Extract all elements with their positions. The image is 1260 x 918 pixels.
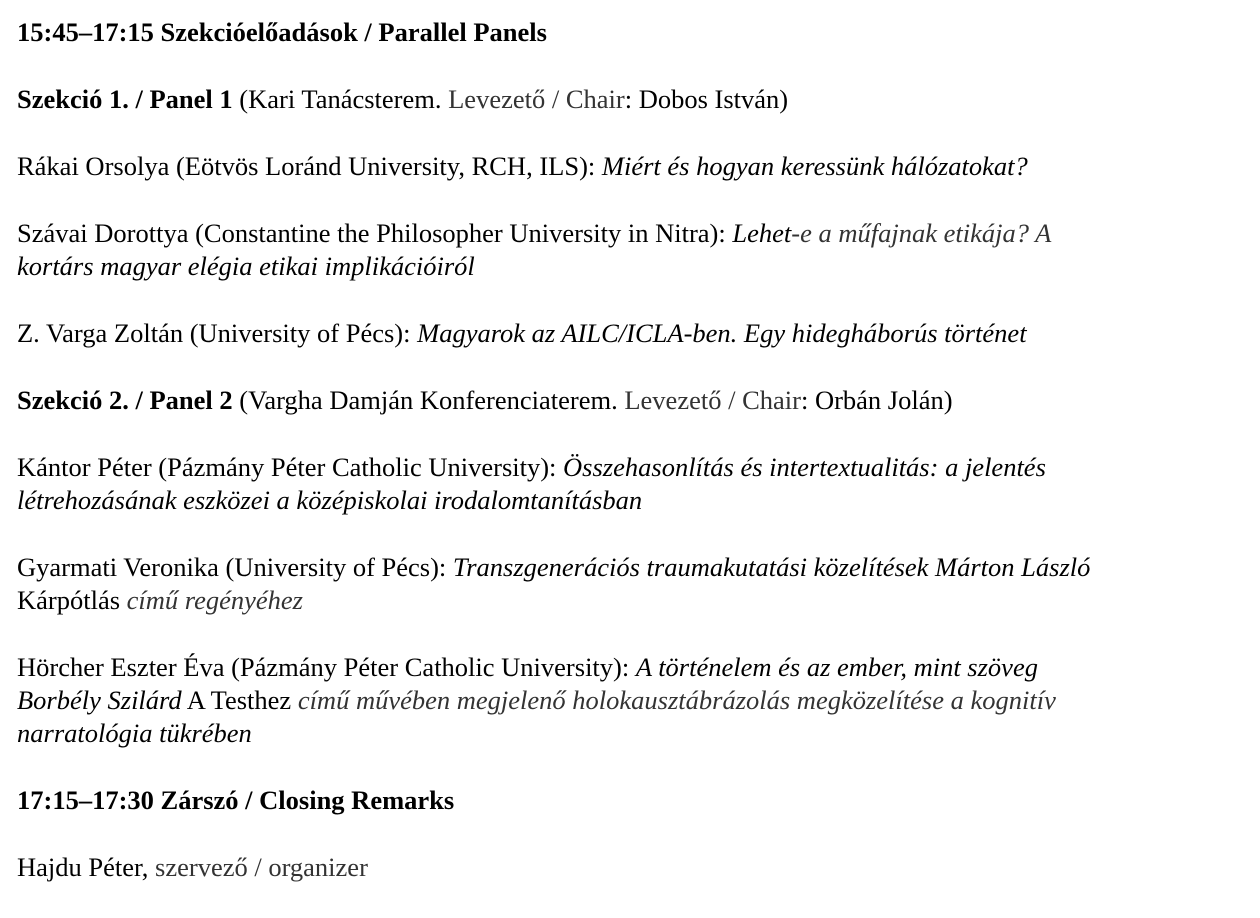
- panel2-chair-name: : Orbán Jolán): [800, 385, 953, 415]
- talk-zvarga: [17, 317, 1237, 350]
- talk-title-part: : a jelentés: [929, 452, 1046, 482]
- panel1-chair-name: : Dobos István): [624, 84, 789, 114]
- organizer-role: szervező / organizer: [148, 852, 368, 882]
- book-title: Kárpótlás: [17, 585, 121, 615]
- talk-kantor: [17, 451, 1237, 517]
- panel1-title: Szekció 1. / Panel 1: [17, 84, 233, 114]
- talk-speaker: Rákai Orsolya (Eötvös Loránd University, RCH, ILS):: [17, 151, 602, 181]
- talk-speaker: Z. Varga Zoltán (University of Pécs):: [17, 318, 418, 348]
- program-page: [17, 16, 1237, 918]
- parallel-panels-heading: 15:45–17:15 Szekcióelőadások / Parallel Panels: [17, 17, 547, 47]
- panel1-room: (Kari Tanácsterem.: [232, 84, 449, 114]
- talk-title-part: Lehet: [732, 218, 792, 248]
- talk-title-part: című művében megjelenő holokausztábrázolás megközelítése a kognitív: [297, 685, 1056, 715]
- panel2-title: Szekció 2. / Panel 2: [17, 385, 233, 415]
- panel2-chair-label: Levezető / Chair: [624, 385, 801, 415]
- talk-title-part: -e a műfajnak etikája? A: [791, 218, 1052, 248]
- talk-title-part: narratológia tükrében: [17, 718, 252, 748]
- closing-heading: 17:15–17:30 Zárszó / Closing Remarks: [17, 785, 455, 815]
- talk-speaker: Hörcher Eszter Éva (Pázmány Péter Catholic University):: [17, 652, 636, 682]
- talk-title-part: létrehozásának eszközei a középiskolai irodalomtanításban: [17, 485, 643, 515]
- talk-speaker: Gyarmati Veronika (University of Pécs):: [17, 552, 453, 582]
- talk-speaker: Szávai Dorottya (Constantine the Philosopher University in Nitra):: [17, 218, 733, 248]
- talk-title-part: című regényéhez: [120, 585, 303, 615]
- book-title: A Testhez: [181, 685, 298, 715]
- organizer-name: Hajdu Péter,: [17, 852, 149, 882]
- talk-gyarmati: [17, 551, 1237, 617]
- closing-organizer: [17, 851, 1237, 884]
- panel1-header: [17, 83, 1237, 116]
- panel1-chair-label: Levezető / Chair: [448, 84, 625, 114]
- author-name: Borbély Szilárd: [17, 685, 182, 715]
- talk-horcher: [17, 651, 1237, 750]
- talk-title-part: kortárs magyar elégia etikai implikációiról: [17, 251, 475, 281]
- talk-title-part: Transzgenerációs traumakutatási közelítések Márton László: [452, 552, 1091, 582]
- talk-title: Magyarok az AILC/ICLA-ben. Egy hidegháborús történet: [417, 318, 1027, 348]
- talk-title-part: Összehasonlítás és intertextualitás: [563, 452, 930, 482]
- panel2-room: (Vargha Damján Konferenciaterem.: [232, 385, 625, 415]
- talk-speaker: Kántor Péter (Pázmány Péter Catholic University):: [17, 452, 564, 482]
- talk-title-part: A történelem és az ember, mint szöveg: [635, 652, 1038, 682]
- panel2-header: [17, 384, 1237, 417]
- talk-rakai: [17, 150, 1237, 183]
- talk-szavai: [17, 217, 1237, 283]
- talk-title: Miért és hogyan keressünk hálózatokat?: [601, 151, 1028, 181]
